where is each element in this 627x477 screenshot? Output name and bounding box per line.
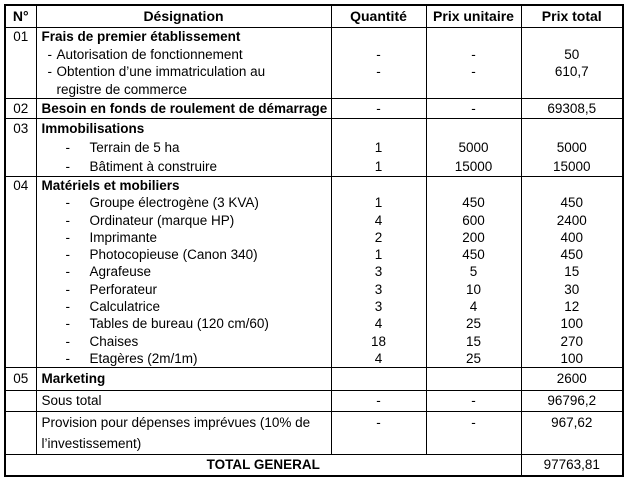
subtotal-row [5, 391, 623, 412]
dash-bullet: - [47, 46, 52, 62]
investment-cost-table [4, 4, 624, 477]
section-title: Immobilisations [41, 121, 145, 136]
unit-value: 25 [465, 350, 482, 366]
dash-bullet: - [65, 281, 70, 297]
dash-bullet: - [47, 64, 52, 79]
qty-value: 1 [374, 159, 383, 174]
item-label: Obtention d’une immatriculation au [56, 64, 266, 79]
qty-value: 1 [374, 140, 383, 155]
total-value: 400 [560, 229, 584, 245]
item-line [37, 229, 331, 246]
dash-bullet: - [65, 159, 70, 174]
section-row-05 [5, 368, 623, 391]
item-line [37, 263, 331, 280]
col-header-designation: Désignation [36, 5, 331, 28]
unit-value: 4 [469, 299, 478, 315]
cell-total [521, 28, 623, 99]
section-number: 05 [13, 371, 29, 387]
total-value: 967,62 [551, 415, 593, 431]
unit-value: 15 [465, 333, 482, 349]
header-row [5, 5, 623, 28]
cell-num [5, 28, 36, 99]
qty-value: - [376, 64, 381, 79]
item-line [37, 246, 331, 263]
cell-qty [331, 177, 426, 368]
col-header-num: N° [5, 5, 36, 28]
cell-qty [331, 119, 426, 177]
dash-bullet: - [65, 350, 70, 366]
cell-unit [426, 412, 521, 455]
item-line [37, 194, 331, 211]
item-label: Etagères (2m/1m) [89, 350, 198, 366]
qty-value: - [376, 393, 381, 409]
section-row-02 [5, 99, 623, 119]
cell-num [5, 391, 36, 412]
grand-total-label: TOTAL GENERAL [206, 457, 320, 473]
qty-value: 1 [374, 247, 383, 263]
item-label: Tables de bureau (120 cm/60) [89, 316, 269, 332]
provision-label: Provision pour dépenses imprévues (10% de [41, 415, 311, 431]
col-header-total: Prix total [521, 5, 623, 28]
item-label: Photocopieuse (Canon 340) [89, 247, 258, 263]
total-value: 450 [560, 195, 584, 211]
unit-value: 25 [465, 316, 482, 332]
cell-unit [426, 99, 521, 119]
item-line [37, 63, 331, 81]
section-number: 04 [13, 178, 29, 193]
unit-value: 5000 [458, 140, 489, 155]
unit-value: - [471, 415, 476, 431]
item-label: Imprimante [89, 229, 158, 245]
total-value: 15000 [552, 159, 591, 174]
cell-grand-total-value [521, 455, 623, 477]
qty-value: 3 [374, 281, 383, 297]
dash-bullet: - [65, 195, 70, 211]
total-value: 100 [560, 316, 584, 332]
unit-value: 600 [462, 212, 485, 228]
cell-designation [36, 99, 331, 119]
cell-grand-total-label [5, 455, 521, 477]
item-label: Perforateur [89, 281, 158, 297]
col-header-qty: Quantité [331, 5, 426, 28]
cell-total [521, 177, 623, 368]
item-line [37, 157, 331, 176]
section-title: Marketing [41, 371, 106, 387]
cell-unit [426, 177, 521, 368]
dash-bullet: - [65, 229, 70, 245]
qty-value: - [376, 415, 381, 431]
cell-qty [331, 28, 426, 99]
unit-value: 15000 [454, 159, 493, 174]
item-label-wrap: registre de commerce [56, 81, 188, 97]
item-line [37, 298, 331, 315]
cell-qty [331, 99, 426, 119]
item-label: Chaises [89, 333, 139, 349]
cell-num [5, 368, 36, 391]
qty-value: - [376, 46, 381, 62]
total-value: 15 [564, 264, 580, 280]
section-row-04 [5, 177, 623, 368]
cell-qty [331, 368, 426, 391]
section-number: 02 [13, 101, 29, 116]
item-line [37, 138, 331, 157]
item-label: Agrafeuse [89, 264, 152, 280]
total-value: 96796,2 [547, 393, 597, 409]
item-line [37, 350, 331, 367]
unit-value: 450 [462, 195, 485, 211]
unit-value: 10 [465, 281, 482, 297]
unit-value: 5 [469, 264, 478, 280]
qty-value: - [376, 101, 381, 116]
section-number: 01 [13, 29, 29, 44]
cell-num [5, 412, 36, 455]
item-line [37, 212, 331, 229]
total-value: 50 [564, 46, 580, 62]
total-value: 100 [560, 350, 584, 366]
cell-designation [36, 28, 331, 99]
unit-value: - [471, 46, 476, 62]
qty-value: 1 [374, 195, 383, 211]
cell-qty [331, 412, 426, 455]
total-value: 5000 [556, 140, 587, 155]
section-title: Frais de premier établissement [41, 29, 241, 44]
item-line [37, 281, 331, 298]
cell-designation [36, 177, 331, 368]
qty-value: 18 [370, 333, 387, 349]
total-value: 2600 [556, 371, 587, 387]
unit-value: - [471, 101, 476, 116]
cell-total [521, 99, 623, 119]
grand-total-value: 97763,81 [543, 457, 600, 473]
cell-total [521, 412, 623, 455]
dash-bullet: - [65, 212, 70, 228]
subtotal-label: Sous total [41, 393, 102, 409]
unit-value [427, 368, 521, 390]
item-label: Ordinateur (marque HP) [89, 212, 235, 228]
total-value: 2400 [556, 212, 587, 228]
unit-value: - [471, 393, 476, 409]
section-title: Matériels et mobiliers [41, 178, 180, 193]
provision-label-wrap: l’investissement) [41, 436, 142, 452]
cell-total [521, 368, 623, 391]
cell-num [5, 99, 36, 119]
total-value: 450 [560, 247, 584, 263]
cell-unit [426, 119, 521, 177]
unit-value: 450 [462, 247, 485, 263]
grand-total-row [5, 455, 623, 477]
dash-bullet: - [65, 140, 70, 155]
section-row-01 [5, 28, 623, 99]
qty-value [332, 368, 426, 390]
qty-value: 3 [374, 299, 383, 315]
qty-value: 3 [374, 264, 383, 280]
cell-designation [36, 412, 331, 455]
section-title: Besoin en fonds de roulement de démarrage [41, 101, 328, 116]
qty-value: 4 [374, 212, 383, 228]
total-value: 12 [564, 299, 580, 315]
cell-qty [331, 391, 426, 412]
cell-total [521, 391, 623, 412]
section-row-03 [5, 119, 623, 177]
total-value: 30 [564, 281, 580, 297]
qty-value: 4 [374, 350, 383, 366]
cell-unit [426, 391, 521, 412]
total-value: 610,7 [554, 64, 589, 79]
cell-designation [36, 368, 331, 391]
cell-total [521, 119, 623, 177]
item-label: Calculatrice [89, 299, 161, 315]
cell-designation [36, 119, 331, 177]
dash-bullet: - [65, 264, 70, 280]
cell-designation [36, 391, 331, 412]
dash-bullet: - [65, 299, 70, 315]
item-label: Terrain de 5 ha [89, 140, 180, 155]
unit-value: - [471, 64, 476, 79]
dash-bullet: - [65, 316, 70, 332]
qty-value: 4 [374, 316, 383, 332]
item-label: Groupe électrogène (3 KVA) [89, 195, 259, 211]
provision-row [5, 412, 623, 455]
cell-unit [426, 368, 521, 391]
cell-unit [426, 28, 521, 99]
total-value: 69308,5 [547, 101, 597, 116]
dash-bullet: - [65, 247, 70, 263]
col-header-unit: Prix unitaire [426, 5, 521, 28]
cell-num [5, 119, 36, 177]
section-number: 03 [13, 121, 29, 136]
item-line [37, 46, 331, 64]
item-line [37, 333, 331, 350]
qty-value: 2 [374, 229, 383, 245]
item-label: Autorisation de fonctionnement [56, 46, 243, 62]
cell-num [5, 177, 36, 368]
unit-value: 200 [462, 229, 485, 245]
dash-bullet: - [65, 333, 70, 349]
item-line [37, 315, 331, 332]
item-label: Bâtiment à construire [89, 159, 218, 174]
total-value: 270 [560, 333, 584, 349]
